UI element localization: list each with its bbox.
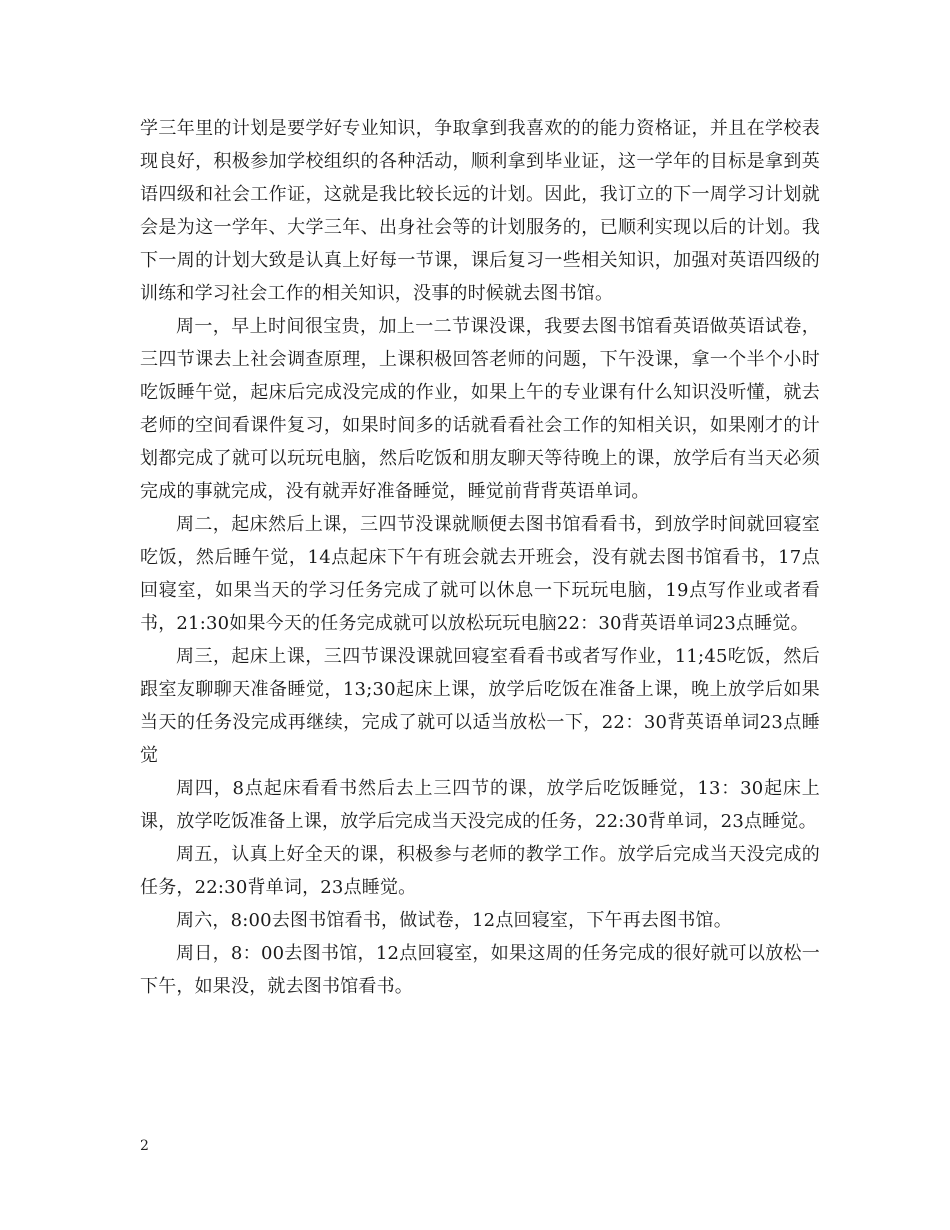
- paragraph-tuesday: 周二，起床然后上课，三四节没课就顺便去图书馆看看书，到放学时间就回寝室吃饭，然后睡午觉，14点起床下午有班会就去开班会，没有就去图书馆看书，17点回寝室，如果当天的学习任务完成了就可以休息一下玩玩电脑，19点写作业或者看书，21:30如果今天的任务完成就可以放松玩玩电脑22：30背英语单词23点睡觉。: [140, 514, 820, 634]
- paragraph-thursday: 周四，8点起床看看书然后去上三四节的课，放学后吃饭睡觉，13：30起床上课，放学吃饭准备上课，放学后完成当天没完成的任务，22:30背单词，23点睡觉。: [140, 778, 820, 832]
- paragraph-sunday: 周日，8：00去图书馆，12点回寝室，如果这周的任务完成的很好就可以放松一下午，如果没，就去图书馆看书。: [140, 943, 820, 997]
- paragraph-saturday: 周六，8:00去图书馆看书，做试卷，12点回寝室，下午再去图书馆。: [176, 910, 732, 931]
- paragraph-monday: 周一，早上时间很宝贵，加上一二节课没课，我要去图书馆看英语做英语试卷，三四节课去上社会调查原理，上课积极回答老师的问题，下午没课，拿一个半个小时吃饭睡午觉，起床后完成没完成的作业，如果上午的专业课有什么知识没听懂，就去老师的空间看课件复习，如果时间多的话就看看社会工作的知相关识，如果刚才的计划都完成了就可以玩玩电脑，然后吃饭和朋友聊天等待晚上的课，放学后有当天必须完成的事就完成，没有就弄好准备睡觉，睡觉前背背英语单词。: [140, 316, 820, 502]
- paragraph-friday: 周五，认真上好全天的课，积极参与老师的教学工作。放学后完成当天没完成的任务，22:30背单词，23点睡觉。: [140, 844, 820, 898]
- body-text: [140, 112, 820, 1003]
- paragraph-intro: 学三年里的计划是要学好专业知识，争取拿到我喜欢的的能力资格证，并且在学校表现良好，积极参加学校组织的各种活动，顺利拿到毕业证，这一学年的目标是拿到英语四级和社会工作证，这就是我比较长远的计划。因此，我订立的下一周学习计划就会是为这一学年、大学三年、出身社会等的计划服务的，已顺利实现以后的计划。我下一周的计划大致是认真上好每一节课，课后复习一些相关知识，加强对英语四级的训练和学习社会工作的相关知识，没事的时候就去图书馆。: [140, 118, 820, 304]
- page-number: 2: [140, 1138, 149, 1154]
- paragraph-wednesday: 周三，起床上课，三四节课没课就回寝室看看书或者写作业，11;45吃饭，然后跟室友聊聊天准备睡觉，13;30起床上课，放学后吃饭在准备上课，晚上放学后如果当天的任务没完成再继续，完成了就可以适当放松一下，22：30背英语单词23点睡觉: [140, 646, 820, 766]
